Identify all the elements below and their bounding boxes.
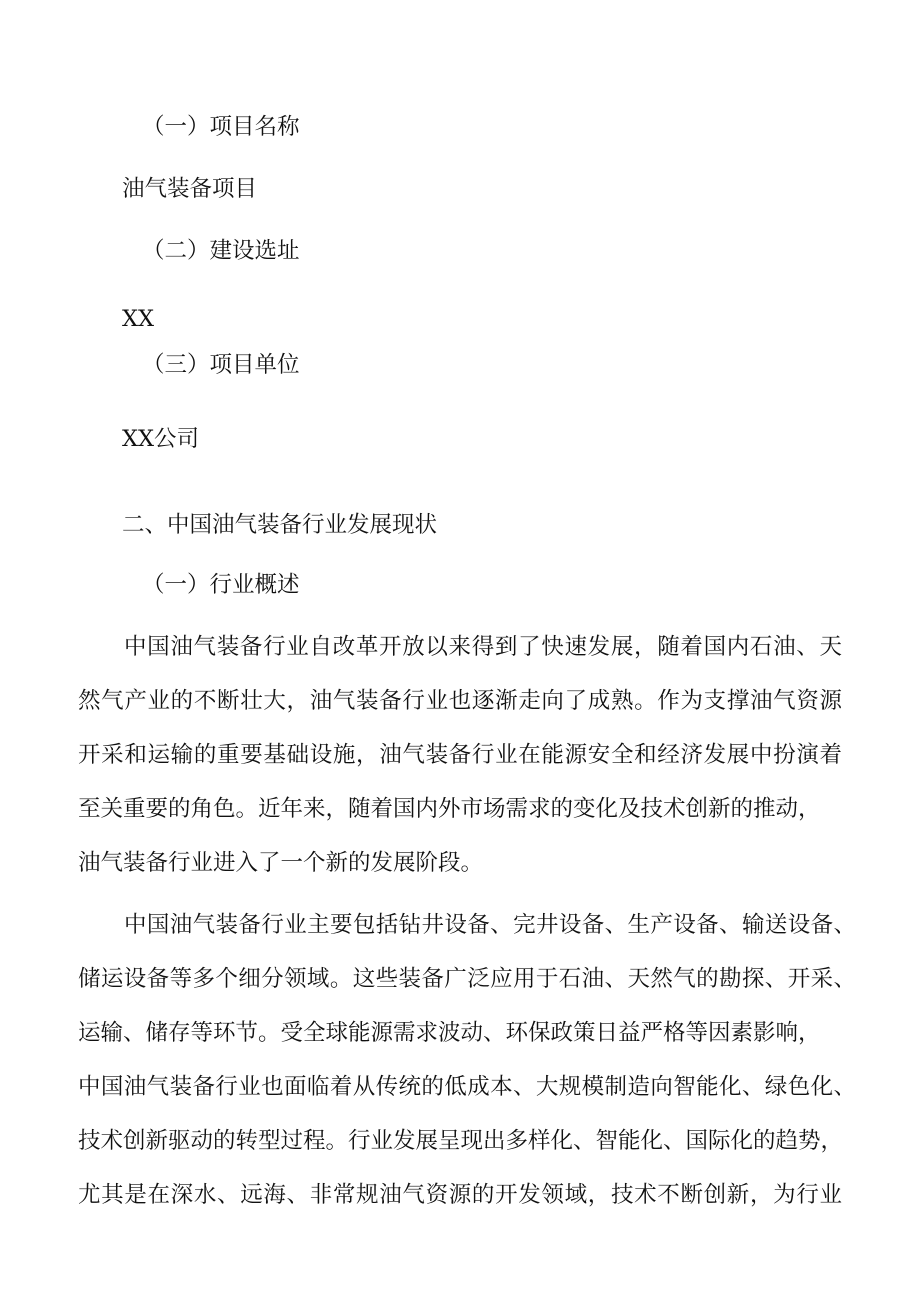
para2-line-5: 技术创新驱动的转型过程。行业发展呈现出多样化、智能化、国际化的趋势，: [78, 1128, 844, 1154]
para1-line-4: 至关重要的角色。近年来，随着国内外市场需求的变化及技术创新的推动，: [78, 796, 821, 822]
para1-line-1: 中国油气装备行业自改革开放以来得到了快速发展，随着国内石油、天: [124, 634, 842, 660]
value-site: XX: [122, 306, 155, 332]
heading-project-name: （一）项目名称: [142, 114, 300, 140]
para2-line-4: 中国油气装备行业也面临着从传统的低成本、大规模制造向智能化、绿色化、: [78, 1074, 856, 1100]
value-unit: XX公司: [122, 426, 200, 452]
para1-line-3: 开采和运输的重要基础设施，油气装备行业在能源安全和经济发展中扮演着: [78, 742, 842, 768]
para2-line-6: 尤其是在深水、远海、非常规油气资源的开发领域，技术不断创新，为行业: [78, 1182, 842, 1208]
value-project-name: 油气装备项目: [122, 176, 258, 202]
para2-line-1: 中国油气装备行业主要包括钻井设备、完井设备、生产设备、输送设备、: [124, 912, 856, 938]
para2-line-2: 储运设备等多个细分领域。这些装备广泛应用于石油、天然气的勘探、开采、: [78, 966, 856, 992]
sub-title: （一）行业概述: [142, 572, 300, 598]
para1-line-5: 油气装备行业进入了一个新的发展阶段。: [78, 850, 484, 876]
para1-line-2: 然气产业的不断壮大，油气装备行业也逐渐走向了成熟。作为支撑油气资源: [78, 688, 842, 714]
section-title: 二、中国油气装备行业发展现状: [122, 512, 438, 538]
heading-unit: （三）项目单位: [142, 352, 300, 378]
para2-line-3: 运输、储存等环节。受全球能源需求波动、环保政策日益严格等因素影响，: [78, 1020, 821, 1046]
heading-site: （二）建设选址: [142, 238, 300, 264]
